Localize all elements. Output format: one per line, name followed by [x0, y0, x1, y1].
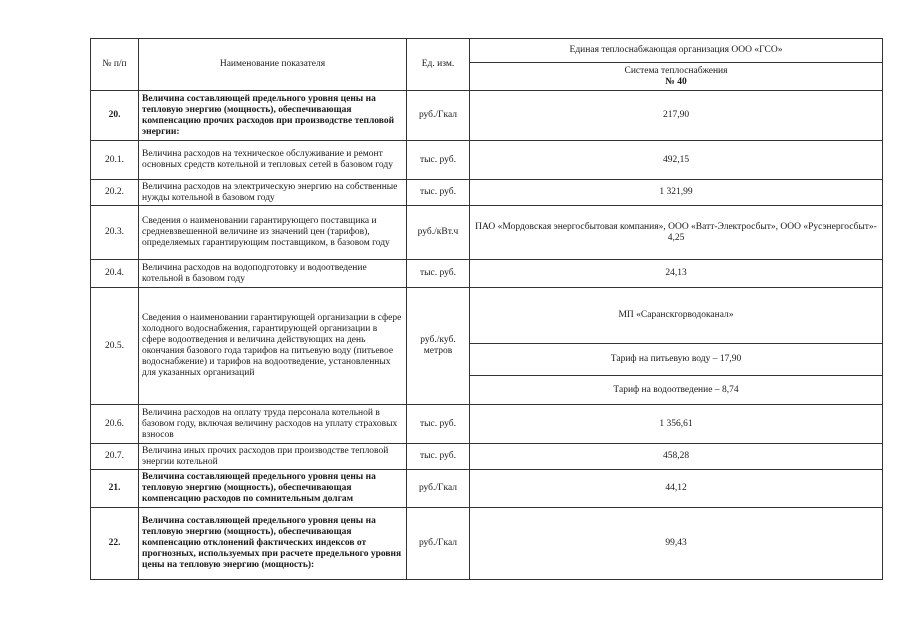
row-name: Величина расходов на водоподготовку и водоотведение котельной в базовом году: [139, 260, 407, 288]
row-value-water-tariff: Тариф на питьевую воду – 17,90: [470, 344, 883, 376]
row-num: 20.5.: [91, 288, 139, 405]
table-row: [91, 91, 883, 141]
row-value: 24,13: [470, 260, 883, 288]
table-row: [91, 141, 883, 180]
row-unit: руб./Гкал: [407, 508, 470, 580]
row-value-supplier: МП «Саранскгорводоканал»: [470, 288, 883, 344]
row-unit: тыс. руб.: [407, 405, 470, 444]
table-row: [91, 470, 883, 508]
row-unit: руб./куб. метров: [407, 288, 470, 405]
row-name: Сведения о наименовании гарантирующего поставщика и средневзвешенной величине из значений цен (тарифов), определяемых гарантирующим поставщиком, в базовом году: [139, 206, 407, 260]
table-row: [91, 405, 883, 444]
row-num: 20.4.: [91, 260, 139, 288]
header-system-label: Система теплоснабжения: [624, 65, 728, 76]
row-value: 458,28: [470, 444, 883, 470]
row-name: Величина расходов на техническое обслуживание и ремонт основных средств котельной и тепловых сетей в базовом году: [139, 141, 407, 180]
header-num: № п/п: [91, 39, 139, 91]
row-num: 20.1.: [91, 141, 139, 180]
row-unit: тыс. руб.: [407, 260, 470, 288]
row-name: Величина расходов на электрическую энергию на собственные нужды котельной в базовом году: [139, 180, 407, 206]
row-num: 21.: [91, 470, 139, 508]
table-row: [91, 206, 883, 260]
row-unit: руб./Гкал: [407, 470, 470, 508]
row-num: 20.6.: [91, 405, 139, 444]
tariff-table: [90, 38, 883, 580]
table-row: [91, 180, 883, 206]
row-name: Величина иных прочих расходов при производстве тепловой энергии котельной: [139, 444, 407, 470]
row-value: 217,90: [470, 91, 883, 141]
table-row: [91, 260, 883, 288]
row-name: Величина составляющей предельного уровня цены на тепловую энергию (мощность), обеспечивающая компенсацию отклонений фактических индексов от прогнозных, используемых при расчете предельного уровня цены на тепловую энергию (мощность):: [139, 508, 407, 580]
row-unit: тыс. руб.: [407, 141, 470, 180]
header-org: Единая теплоснабжающая организация ООО «ГСО»: [470, 39, 883, 63]
row-value: 99,43: [470, 508, 883, 580]
header-name: Наименование показателя: [139, 39, 407, 91]
table-row: [91, 288, 883, 344]
header-system-number: № 40: [665, 76, 687, 87]
row-unit: тыс. руб.: [407, 180, 470, 206]
row-num: 22.: [91, 508, 139, 580]
row-value: 1 356,61: [470, 405, 883, 444]
row-unit: руб./Гкал: [407, 91, 470, 141]
row-unit: тыс. руб.: [407, 444, 470, 470]
row-unit: руб./кВт.ч: [407, 206, 470, 260]
table-row: [91, 444, 883, 470]
table-row: [91, 508, 883, 580]
row-value: 44,12: [470, 470, 883, 508]
row-name: Величина составляющей предельного уровня цены на тепловую энергию (мощность), обеспечивающая компенсацию расходов по сомнительным долгам: [139, 470, 407, 508]
row-value-drain-tariff: Тариф на водоотведение – 8,74: [470, 376, 883, 405]
row-name: Сведения о наименовании гарантирующей организации в сфере холодного водоснабжения, гарантирующей организации в сфере водоотведения и величина действующих на день окончания базового года тарифов на питьевую воду (питьевое водоснабжение) и тарифов на водоотведение, установленных для указанных организаций: [139, 288, 407, 405]
header-row: [91, 39, 883, 63]
row-num: 20.3.: [91, 206, 139, 260]
row-name: Величина расходов на оплату труда персонала котельной в базовом году, включая величину расходов на уплату страховых взносов: [139, 405, 407, 444]
header-unit: Ед. изм.: [407, 39, 470, 91]
header-system: [470, 63, 883, 91]
row-num: 20.2.: [91, 180, 139, 206]
row-name: Величина составляющей предельного уровня цены на тепловую энергию (мощность), обеспечивающая компенсацию прочих расходов при производстве тепловой энергии:: [139, 91, 407, 141]
row-num: 20.7.: [91, 444, 139, 470]
row-value: ПАО «Мордовская энергосбытовая компания», ООО «Ватт-Электросбыт», ООО «Русэнергосбыт»- 4,25: [470, 206, 883, 260]
row-value: 1 321,99: [470, 180, 883, 206]
row-num: 20.: [91, 91, 139, 141]
row-value: 492,15: [470, 141, 883, 180]
